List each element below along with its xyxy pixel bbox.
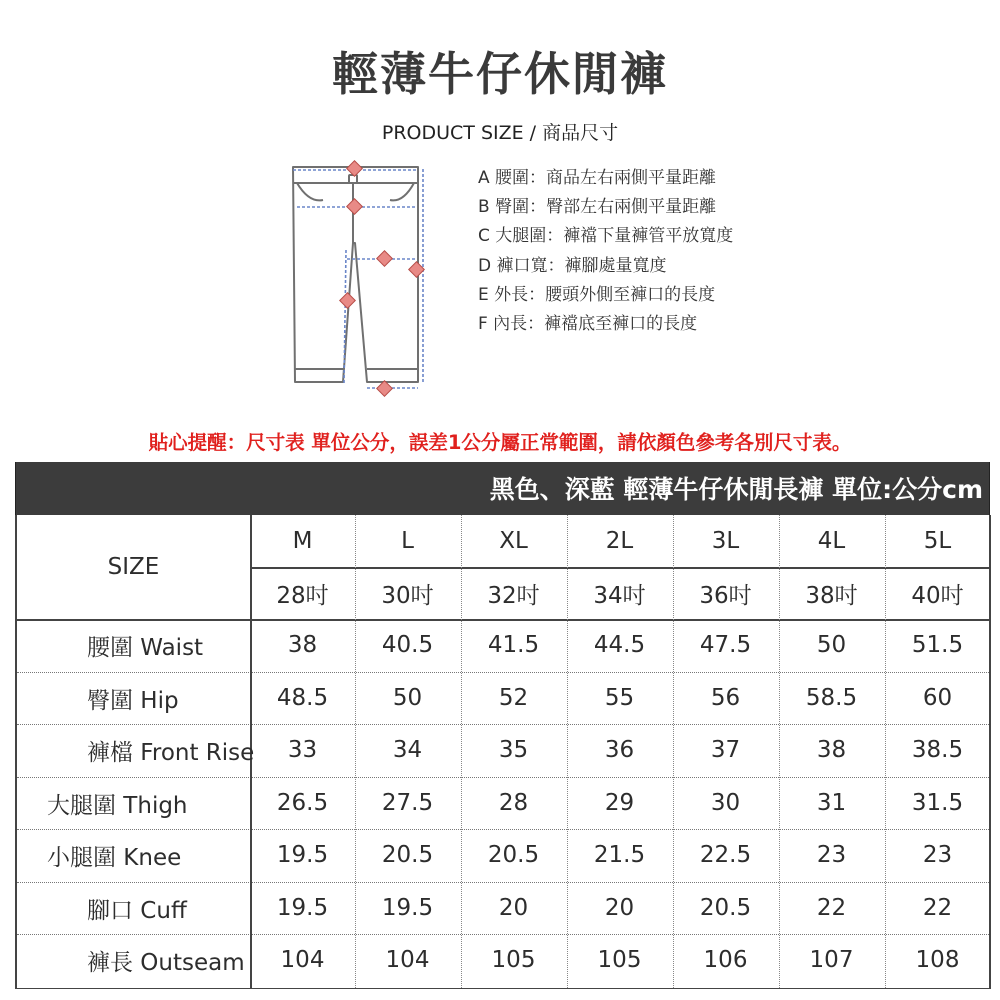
table-cell: 50 xyxy=(392,685,423,711)
table-header-title: 黑色、深藍 輕薄牛仔休閒長褲 單位:公分cm xyxy=(489,475,983,504)
table-cell: 50 xyxy=(816,632,847,658)
table-cell: 104 xyxy=(280,947,325,973)
table-cell: 44.5 xyxy=(593,632,646,658)
table-cell: 21.5 xyxy=(593,842,646,868)
table-cell: 40.5 xyxy=(381,632,434,658)
table-cell: 104 xyxy=(385,947,430,973)
legend-item-e: E 外長：腰頭外側至褲口的長度 xyxy=(478,284,716,305)
table-cell: 19.5 xyxy=(381,895,434,921)
table-cell: 56 xyxy=(710,685,741,711)
table-cell: 27.5 xyxy=(381,790,434,816)
table-cell: 58.5 xyxy=(805,685,858,711)
table-cell: 48.5 xyxy=(276,685,329,711)
waist-size-header: 40吋 xyxy=(911,582,964,609)
size-header: L xyxy=(401,528,414,554)
table-cell: 22 xyxy=(922,895,953,921)
size-header: 3L xyxy=(711,528,740,554)
product-size-subtitle: PRODUCT SIZE / 商品尺寸 xyxy=(381,122,619,144)
row-label: 褲長 Outseam xyxy=(87,949,245,976)
table-cell: 26.5 xyxy=(276,790,329,816)
size-header: 2L xyxy=(605,528,634,554)
table-cell: 36 xyxy=(604,737,635,763)
table-cell: 52 xyxy=(498,685,529,711)
table-cell: 19.5 xyxy=(276,895,329,921)
measurement-legend xyxy=(478,164,733,339)
row-label: 臀圍 Hip xyxy=(87,687,179,714)
table-cell: 19.5 xyxy=(276,842,329,868)
waist-size-header: 28吋 xyxy=(276,582,329,609)
table-cell: 47.5 xyxy=(699,632,752,658)
table-header-bar xyxy=(15,462,990,515)
table-cell: 29 xyxy=(604,790,635,816)
waist-size-header: 32吋 xyxy=(487,582,540,609)
row-label: 大腿圍 Thigh xyxy=(47,792,188,819)
table-cell: 30 xyxy=(710,790,741,816)
size-header: M xyxy=(292,528,313,554)
legend-item-c: C 大腿圍：褲襠下量褲管平放寬度 xyxy=(478,226,734,247)
table-cell: 22 xyxy=(816,895,847,921)
table-cell: 38 xyxy=(287,632,318,658)
page-title: 輕薄牛仔休閒褲 xyxy=(332,47,668,101)
size-notice: 貼心提醒：尺寸表 單位公分，誤差1公分屬正常範圍，請依顏色參考各別尺寸表。 xyxy=(148,431,852,454)
legend-item-a: A 腰圍：商品左右兩側平量距離 xyxy=(478,168,717,188)
table-cell: 51.5 xyxy=(911,632,964,658)
row-label: 褲檔 Front Rise xyxy=(87,739,255,766)
table-cell: 20.5 xyxy=(381,842,434,868)
table-cell: 37 xyxy=(710,737,741,763)
legend-item-f: F 內長：褲襠底至褲口的長度 xyxy=(478,313,698,334)
table-cell: 38 xyxy=(816,737,847,763)
table-cell: 28 xyxy=(498,790,529,816)
table-cell: 55 xyxy=(604,685,635,711)
row-label: 小腿圍 Knee xyxy=(47,844,182,871)
waist-size-header: 34吋 xyxy=(593,582,646,609)
table-cell: 41.5 xyxy=(487,632,540,658)
pants-measurement-diagram xyxy=(285,155,435,400)
table-cell: 20.5 xyxy=(699,895,752,921)
row-label: 腳口 Cuff xyxy=(87,897,187,924)
table-cell: 60 xyxy=(922,685,953,711)
table-cell: 106 xyxy=(703,947,748,973)
legend-item-d: D 褲口寬：褲腳處量寬度 xyxy=(478,255,667,276)
table-cell: 33 xyxy=(287,737,318,763)
table-cell: 31 xyxy=(816,790,847,816)
size-header: XL xyxy=(499,528,528,554)
waist-size-header: 36吋 xyxy=(699,582,752,609)
waist-size-header: 30吋 xyxy=(381,582,434,609)
table-cell: 105 xyxy=(597,947,642,973)
table-cell: 35 xyxy=(498,737,529,763)
table-cell: 107 xyxy=(809,947,854,973)
size-header: 4L xyxy=(817,528,846,554)
table-cell: 31.5 xyxy=(911,790,964,816)
row-label: 腰圍 Waist xyxy=(87,634,204,661)
size-header: 5L xyxy=(923,528,952,554)
size-label: SIZE xyxy=(107,554,160,580)
table-cell: 34 xyxy=(392,737,423,763)
legend-item-b: B 臀圍：臀部左右兩側平量距離 xyxy=(478,197,717,218)
table-cell: 23 xyxy=(816,842,847,868)
waist-size-header: 38吋 xyxy=(805,582,858,609)
table-cell: 108 xyxy=(915,947,960,973)
table-cell: 23 xyxy=(922,842,953,868)
table-cell: 105 xyxy=(491,947,536,973)
table-cell: 20.5 xyxy=(487,842,540,868)
table-cell: 38.5 xyxy=(911,737,964,763)
table-cell: 20 xyxy=(604,895,635,921)
table-cell: 20 xyxy=(498,895,529,921)
marker-d-icon xyxy=(377,381,393,397)
size-table xyxy=(15,515,991,989)
table-cell: 22.5 xyxy=(699,842,752,868)
